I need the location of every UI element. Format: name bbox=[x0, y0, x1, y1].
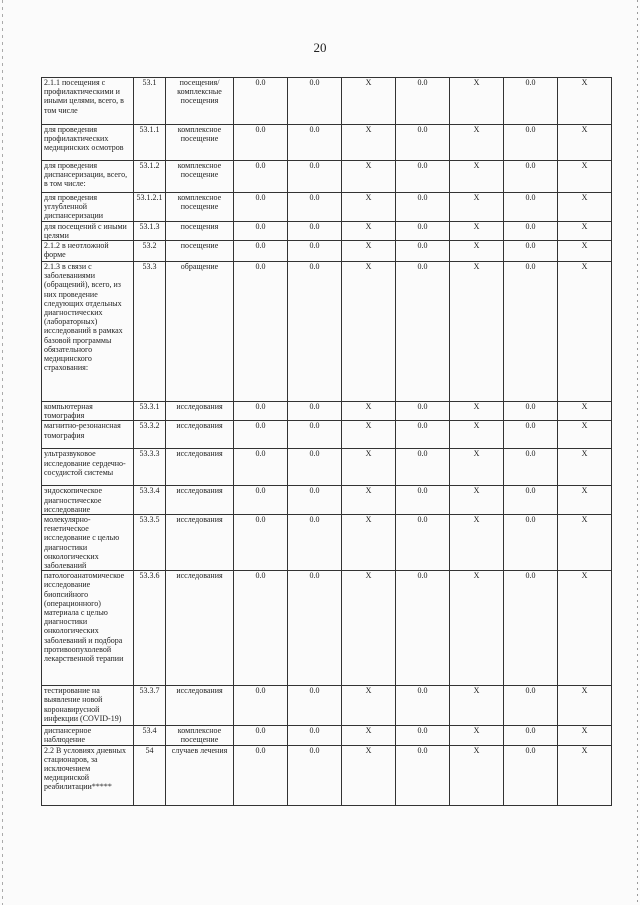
value-cell: X bbox=[450, 125, 504, 161]
row-unit: комплексное посещение bbox=[166, 193, 234, 222]
row-unit: комплексное посещение bbox=[166, 161, 234, 193]
value-cell: 0.0 bbox=[234, 686, 288, 726]
value-cell: X bbox=[450, 241, 504, 262]
row-name: ультразвуковое исследование сердечно-сосудистой системы bbox=[42, 449, 134, 486]
value-cell: X bbox=[342, 686, 396, 726]
row-code: 53.2 bbox=[134, 241, 166, 262]
value-cell: X bbox=[342, 486, 396, 515]
row-code: 53.1.2.1 bbox=[134, 193, 166, 222]
table-row bbox=[42, 78, 612, 125]
row-code: 53.3.6 bbox=[134, 571, 166, 686]
value-cell: 0.0 bbox=[396, 125, 450, 161]
value-cell: X bbox=[450, 402, 504, 421]
row-unit: посещение bbox=[166, 241, 234, 262]
row-code: 54 bbox=[134, 745, 166, 805]
row-unit: случаев лечения bbox=[166, 745, 234, 805]
row-unit: исследования bbox=[166, 486, 234, 515]
value-cell: X bbox=[450, 78, 504, 125]
row-name: 2.2 В условиях дневных стационаров, за исключением медицинской реабилитации***** bbox=[42, 745, 134, 805]
value-cell: X bbox=[342, 745, 396, 805]
value-cell: 0.0 bbox=[288, 78, 342, 125]
table-row bbox=[42, 402, 612, 421]
value-cell: X bbox=[558, 193, 612, 222]
scan-edge-right bbox=[637, 0, 638, 905]
value-cell: X bbox=[342, 241, 396, 262]
value-cell: X bbox=[450, 421, 504, 449]
row-name: компьютерная томография bbox=[42, 402, 134, 421]
value-cell: 0.0 bbox=[396, 726, 450, 745]
value-cell: X bbox=[450, 449, 504, 486]
value-cell: 0.0 bbox=[504, 745, 558, 805]
value-cell: 0.0 bbox=[288, 161, 342, 193]
row-code: 53.1 bbox=[134, 78, 166, 125]
row-name: тестирование на выявление новой коронавирусной инфекции (COVID-19) bbox=[42, 686, 134, 726]
value-cell: 0.0 bbox=[504, 421, 558, 449]
value-cell: X bbox=[558, 686, 612, 726]
value-cell: X bbox=[342, 449, 396, 486]
page-number: 20 bbox=[313, 40, 327, 55]
data-table bbox=[41, 77, 612, 806]
value-cell: 0.0 bbox=[234, 241, 288, 262]
value-cell: X bbox=[558, 125, 612, 161]
value-cell: X bbox=[450, 193, 504, 222]
value-cell: X bbox=[558, 241, 612, 262]
value-cell: 0.0 bbox=[288, 726, 342, 745]
value-cell: 0.0 bbox=[288, 193, 342, 222]
value-cell: 0.0 bbox=[504, 402, 558, 421]
value-cell: 0.0 bbox=[504, 221, 558, 240]
value-cell: X bbox=[450, 221, 504, 240]
row-unit: посещения/комплексные посещения bbox=[166, 78, 234, 125]
value-cell: 0.0 bbox=[396, 402, 450, 421]
value-cell: 0.0 bbox=[396, 241, 450, 262]
value-cell: 0.0 bbox=[234, 486, 288, 515]
value-cell: 0.0 bbox=[504, 78, 558, 125]
value-cell: X bbox=[558, 571, 612, 686]
row-name: эндоскопическое диагностическое исследование bbox=[42, 486, 134, 515]
value-cell: 0.0 bbox=[396, 571, 450, 686]
value-cell: X bbox=[450, 161, 504, 193]
row-name: молекулярно-генетическое исследование с целью диагностики онкологических заболеваний bbox=[42, 515, 134, 571]
value-cell: 0.0 bbox=[288, 486, 342, 515]
value-cell: 0.0 bbox=[288, 262, 342, 402]
value-cell: 0.0 bbox=[234, 161, 288, 193]
table-row bbox=[42, 571, 612, 686]
table-row bbox=[42, 486, 612, 515]
row-name: 2.1.2 в неотложной форме bbox=[42, 241, 134, 262]
table-row bbox=[42, 161, 612, 193]
value-cell: 0.0 bbox=[234, 745, 288, 805]
value-cell: 0.0 bbox=[288, 686, 342, 726]
row-name: диспансерное наблюдение bbox=[42, 726, 134, 745]
value-cell: X bbox=[558, 726, 612, 745]
value-cell: X bbox=[558, 745, 612, 805]
value-cell: 0.0 bbox=[288, 241, 342, 262]
value-cell: 0.0 bbox=[288, 125, 342, 161]
row-name: для проведения профилактических медицинских осмотров bbox=[42, 125, 134, 161]
value-cell: 0.0 bbox=[234, 221, 288, 240]
value-cell: X bbox=[342, 571, 396, 686]
value-cell: X bbox=[342, 402, 396, 421]
row-name: для проведения диспансеризации, всего, в том числе: bbox=[42, 161, 134, 193]
value-cell: 0.0 bbox=[288, 221, 342, 240]
value-cell: X bbox=[558, 161, 612, 193]
value-cell: X bbox=[558, 221, 612, 240]
table-row bbox=[42, 262, 612, 402]
value-cell: 0.0 bbox=[396, 193, 450, 222]
value-cell: 0.0 bbox=[234, 515, 288, 571]
value-cell: 0.0 bbox=[288, 571, 342, 686]
value-cell: 0.0 bbox=[234, 262, 288, 402]
value-cell: 0.0 bbox=[396, 161, 450, 193]
value-cell: X bbox=[450, 486, 504, 515]
value-cell: 0.0 bbox=[288, 421, 342, 449]
value-cell: 0.0 bbox=[234, 449, 288, 486]
row-unit: исследования bbox=[166, 571, 234, 686]
value-cell: 0.0 bbox=[504, 486, 558, 515]
value-cell: X bbox=[450, 262, 504, 402]
table-row bbox=[42, 125, 612, 161]
value-cell: X bbox=[558, 449, 612, 486]
value-cell: X bbox=[450, 686, 504, 726]
row-code: 53.3.7 bbox=[134, 686, 166, 726]
value-cell: 0.0 bbox=[396, 262, 450, 402]
table-row bbox=[42, 515, 612, 571]
row-code: 53.3.1 bbox=[134, 402, 166, 421]
value-cell: 0.0 bbox=[504, 125, 558, 161]
row-name: 2.1.1 посещения с профилактическими и иными целями, всего, в том числе bbox=[42, 78, 134, 125]
row-code: 53.3.4 bbox=[134, 486, 166, 515]
value-cell: X bbox=[342, 221, 396, 240]
value-cell: 0.0 bbox=[288, 515, 342, 571]
value-cell: X bbox=[558, 262, 612, 402]
value-cell: 0.0 bbox=[504, 262, 558, 402]
scan-edge-left bbox=[2, 0, 3, 905]
value-cell: 0.0 bbox=[504, 726, 558, 745]
value-cell: X bbox=[450, 515, 504, 571]
value-cell: 0.0 bbox=[396, 745, 450, 805]
table-row bbox=[42, 726, 612, 745]
value-cell: 0.0 bbox=[234, 421, 288, 449]
row-code: 53.1.2 bbox=[134, 161, 166, 193]
row-unit: исследования bbox=[166, 449, 234, 486]
row-name: патологоанатомическое исследование биопсийного (операционного) материала с целью диагностики онкологических заболеваний и подбора противоопухолевой лекарственной терапии bbox=[42, 571, 134, 686]
value-cell: X bbox=[342, 193, 396, 222]
row-name: для посещений с иными целями bbox=[42, 221, 134, 240]
value-cell: 0.0 bbox=[234, 571, 288, 686]
value-cell: X bbox=[342, 726, 396, 745]
value-cell: 0.0 bbox=[234, 402, 288, 421]
row-unit: комплексное посещение bbox=[166, 125, 234, 161]
value-cell: 0.0 bbox=[504, 241, 558, 262]
value-cell: 0.0 bbox=[504, 161, 558, 193]
row-code: 53.3.3 bbox=[134, 449, 166, 486]
table-row bbox=[42, 241, 612, 262]
value-cell: X bbox=[342, 161, 396, 193]
row-code: 53.1.1 bbox=[134, 125, 166, 161]
value-cell: X bbox=[342, 125, 396, 161]
row-code: 53.3 bbox=[134, 262, 166, 402]
value-cell: 0.0 bbox=[396, 686, 450, 726]
value-cell: X bbox=[450, 571, 504, 686]
row-name: 2.1.3 в связи с заболеваниями (обращений), всего, из них проведение следующих отдельных диагностических (лабораторных) исследований в рамках базовой программы обязательного медицинского страхования: bbox=[42, 262, 134, 402]
value-cell: X bbox=[558, 402, 612, 421]
value-cell: 0.0 bbox=[288, 449, 342, 486]
value-cell: 0.0 bbox=[234, 78, 288, 125]
table-row bbox=[42, 745, 612, 805]
value-cell: 0.0 bbox=[234, 193, 288, 222]
value-cell: 0.0 bbox=[396, 421, 450, 449]
row-code: 53.1.3 bbox=[134, 221, 166, 240]
value-cell: X bbox=[342, 78, 396, 125]
value-cell: X bbox=[342, 515, 396, 571]
value-cell: X bbox=[342, 421, 396, 449]
row-code: 53.3.2 bbox=[134, 421, 166, 449]
table-row bbox=[42, 221, 612, 240]
table-row bbox=[42, 686, 612, 726]
row-code: 53.3.5 bbox=[134, 515, 166, 571]
row-unit: исследования bbox=[166, 402, 234, 421]
value-cell: X bbox=[558, 78, 612, 125]
value-cell: X bbox=[558, 515, 612, 571]
value-cell: 0.0 bbox=[504, 515, 558, 571]
table-row bbox=[42, 421, 612, 449]
table-row bbox=[42, 449, 612, 486]
value-cell: 0.0 bbox=[396, 449, 450, 486]
value-cell: X bbox=[558, 421, 612, 449]
value-cell: X bbox=[450, 726, 504, 745]
value-cell: 0.0 bbox=[396, 515, 450, 571]
value-cell: 0.0 bbox=[288, 402, 342, 421]
row-unit: посещения bbox=[166, 221, 234, 240]
value-cell: 0.0 bbox=[396, 78, 450, 125]
value-cell: 0.0 bbox=[504, 571, 558, 686]
value-cell: 0.0 bbox=[234, 125, 288, 161]
value-cell: X bbox=[342, 262, 396, 402]
row-unit: исследования bbox=[166, 421, 234, 449]
value-cell: 0.0 bbox=[504, 193, 558, 222]
row-unit: комплексное посещение bbox=[166, 726, 234, 745]
row-unit: исследования bbox=[166, 515, 234, 571]
row-name: магнитно-резонансная томография bbox=[42, 421, 134, 449]
value-cell: 0.0 bbox=[288, 745, 342, 805]
value-cell: 0.0 bbox=[234, 726, 288, 745]
value-cell: X bbox=[558, 486, 612, 515]
row-unit: исследования bbox=[166, 686, 234, 726]
table-row bbox=[42, 193, 612, 222]
value-cell: 0.0 bbox=[396, 221, 450, 240]
row-code: 53.4 bbox=[134, 726, 166, 745]
value-cell: X bbox=[450, 745, 504, 805]
row-name: для проведения углубленной диспансеризации bbox=[42, 193, 134, 222]
value-cell: 0.0 bbox=[504, 449, 558, 486]
value-cell: 0.0 bbox=[504, 686, 558, 726]
row-unit: обращение bbox=[166, 262, 234, 402]
value-cell: 0.0 bbox=[396, 486, 450, 515]
